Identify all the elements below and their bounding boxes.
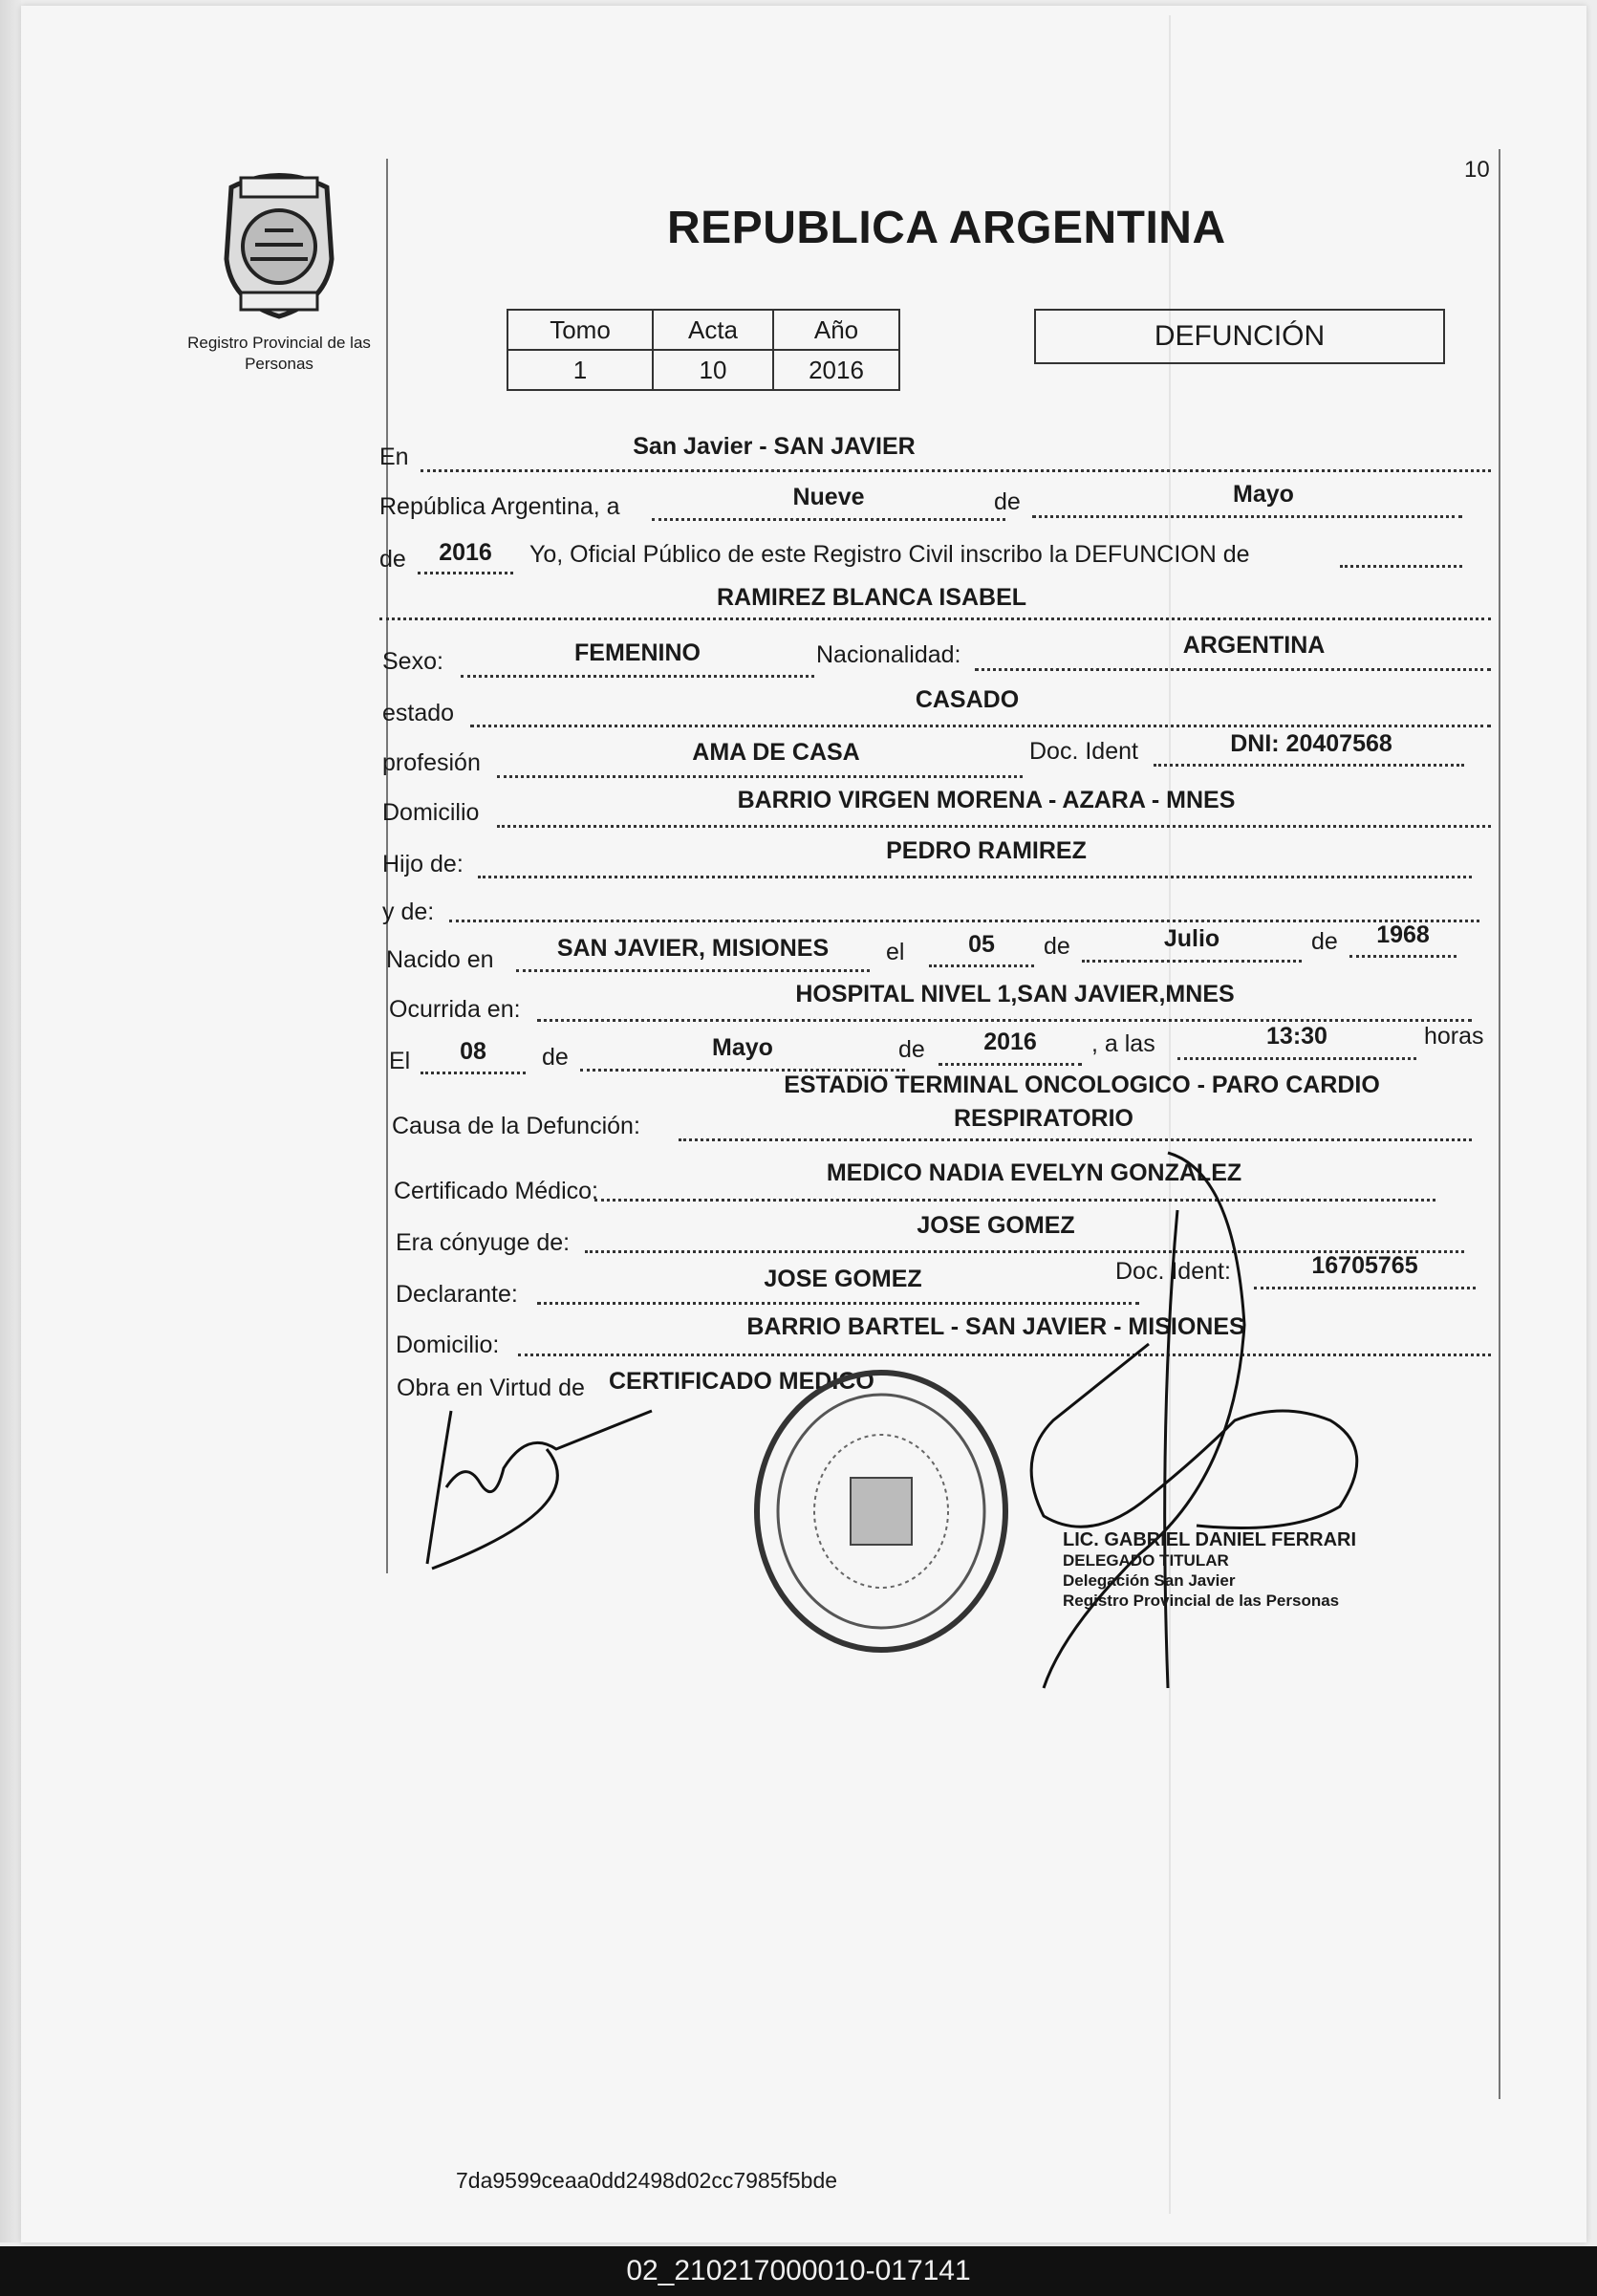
hijo-value: PEDRO RAMIREZ (886, 837, 1087, 864)
ano-header: Año (773, 310, 899, 350)
declarante-label: Declarante: (396, 1281, 518, 1308)
dotted-line (418, 572, 513, 574)
de-label: de (542, 1044, 569, 1071)
registry-seal-stamp (747, 1363, 1015, 1659)
page-edge-shadow (0, 0, 21, 2242)
nacido-label: Nacido en (386, 946, 494, 973)
official-block (1063, 1530, 1369, 1611)
tomo-header: Tomo (507, 310, 653, 350)
doc-value: DNI: 20407568 (1230, 730, 1392, 757)
document-title: REPUBLICA ARGENTINA (667, 203, 1226, 253)
estado-label: estado (382, 700, 455, 726)
death-time: 13:30 (1266, 1023, 1327, 1050)
domicilio2-value: BARRIO BARTEL - SAN JAVIER - MISIONES (746, 1313, 1245, 1340)
dotted-line (1177, 1057, 1416, 1060)
en-label: En (379, 444, 409, 470)
dotted-line (1349, 955, 1457, 958)
dotted-line (1154, 764, 1464, 767)
dotted-line (652, 518, 1005, 521)
day-value: Nueve (792, 484, 865, 510)
declarante-value: JOSE GOMEZ (764, 1266, 922, 1292)
de-label: de (898, 1036, 925, 1063)
record-table-header-row (507, 310, 899, 350)
dotted-line (939, 1063, 1082, 1066)
record-type-box: DEFUNCIÓN (1034, 309, 1445, 364)
dotted-line (1032, 515, 1462, 518)
obra-label: Obra en Virtud de (397, 1375, 585, 1401)
dotted-line (1340, 565, 1462, 568)
certificado-label: Certificado Médico: (394, 1178, 598, 1204)
yde-label: y de: (382, 899, 435, 925)
official-text: Yo, Oficial Público de este Registro Civil inscribo la DEFUNCION de (529, 541, 1250, 568)
official-name: LIC. GABRIEL DANIEL FERRARI (1063, 1529, 1357, 1550)
alas-label: , a las (1091, 1030, 1155, 1057)
de-label: de (994, 488, 1021, 515)
hijo-label: Hijo de: (382, 851, 464, 877)
sexo-value: FEMENINO (574, 639, 701, 666)
ano-value: 2016 (773, 350, 899, 390)
page-number: 10 (1464, 157, 1490, 183)
dotted-line (975, 668, 1491, 671)
dotted-line (449, 920, 1479, 922)
ocurrida-value: HOSPITAL NIVEL 1,SAN JAVIER,MNES (795, 981, 1235, 1007)
record-table-value-row (507, 350, 899, 390)
domicilio-label: Domicilio (382, 799, 480, 826)
de-label: de (1311, 928, 1338, 955)
official-role: DELEGADO TITULAR (1063, 1551, 1229, 1570)
dotted-line (497, 825, 1491, 828)
de-label: de (1044, 933, 1070, 960)
profesion-value: AMA DE CASA (692, 739, 860, 766)
deceased-name: RAMIREZ BLANCA ISABEL (716, 584, 1027, 611)
nacionalidad-value: ARGENTINA (1182, 632, 1326, 659)
dotted-line (497, 775, 1023, 778)
official-office: Delegación San Javier (1063, 1571, 1236, 1590)
birth-day: 05 (968, 931, 995, 958)
birth-month: Julio (1163, 925, 1220, 952)
dotted-line (470, 725, 1491, 727)
death-day: 08 (460, 1038, 486, 1065)
province-crest-icon (212, 168, 346, 321)
doc2-value: 16705765 (1311, 1252, 1418, 1279)
dotted-line (929, 964, 1034, 967)
ocurrida-label: Ocurrida en: (389, 996, 521, 1023)
month-value: Mayo (1233, 481, 1294, 508)
record-table (507, 309, 900, 391)
registry-name: Registro Provincial de las Personas (187, 334, 371, 373)
el-label: el (886, 939, 905, 965)
causa-line2: RESPIRATORIO (954, 1105, 1133, 1132)
doc-label: Doc. Ident (1029, 738, 1138, 765)
dotted-line (421, 1072, 526, 1074)
republica-label: República Argentina, a (379, 493, 620, 520)
death-month: Mayo (712, 1034, 773, 1061)
nacido-value: SAN JAVIER, MISIONES (556, 935, 830, 962)
death-year: 2016 (983, 1029, 1037, 1055)
de-label: de (379, 546, 406, 573)
dotted-line (461, 675, 814, 678)
certificado-value: MEDICO NADIA EVELYN GONZALEZ (826, 1159, 1242, 1186)
causa-line1: ESTADIO TERMINAL ONCOLOGICO - PARO CARDIO (784, 1072, 1380, 1098)
dotted-line (478, 876, 1472, 878)
dotted-line (537, 1019, 1472, 1022)
official-signature-left (422, 1392, 671, 1573)
year-value: 2016 (439, 539, 492, 566)
obra-value: CERTIFICADO MEDICO (609, 1368, 874, 1395)
nacionalidad-label: Nacionalidad: (816, 641, 961, 668)
doc2-label: Doc. Ident: (1115, 1258, 1231, 1285)
en-value: San Javier - SAN JAVIER (633, 433, 916, 460)
conyuge-label: Era cónyuge de: (396, 1229, 571, 1256)
sexo-label: Sexo: (382, 648, 443, 675)
birth-year: 1968 (1376, 921, 1430, 948)
document-sheet (21, 6, 1586, 2242)
official-registry: Registro Provincial de las Personas (1063, 1592, 1340, 1610)
causa-label: Causa de la Defunción: (392, 1113, 640, 1139)
dotted-line (516, 969, 870, 972)
estado-value: CASADO (915, 686, 1020, 713)
right-margin-line (1499, 149, 1500, 2099)
document-hash: 7da9599ceaa0dd2498d02cc7985f5bde (456, 2168, 838, 2193)
domicilio2-label: Domicilio: (396, 1332, 500, 1358)
domicilio-value: BARRIO VIRGEN MORENA - AZARA - MNES (737, 787, 1236, 813)
profesion-label: profesión (382, 749, 481, 776)
tomo-value: 1 (507, 350, 653, 390)
conyuge-value: JOSE GOMEZ (917, 1212, 1075, 1239)
delegate-signature (1005, 1134, 1388, 1707)
dotted-line (379, 617, 1491, 620)
acta-value: 10 (653, 350, 773, 390)
acta-header: Acta (653, 310, 773, 350)
horas-label: horas (1424, 1023, 1484, 1050)
dotted-line (421, 469, 1491, 472)
dotted-line (1082, 960, 1302, 963)
el2-label: El (389, 1048, 411, 1074)
document-id-bar: 02_210217000010-017141 (0, 2246, 1597, 2296)
